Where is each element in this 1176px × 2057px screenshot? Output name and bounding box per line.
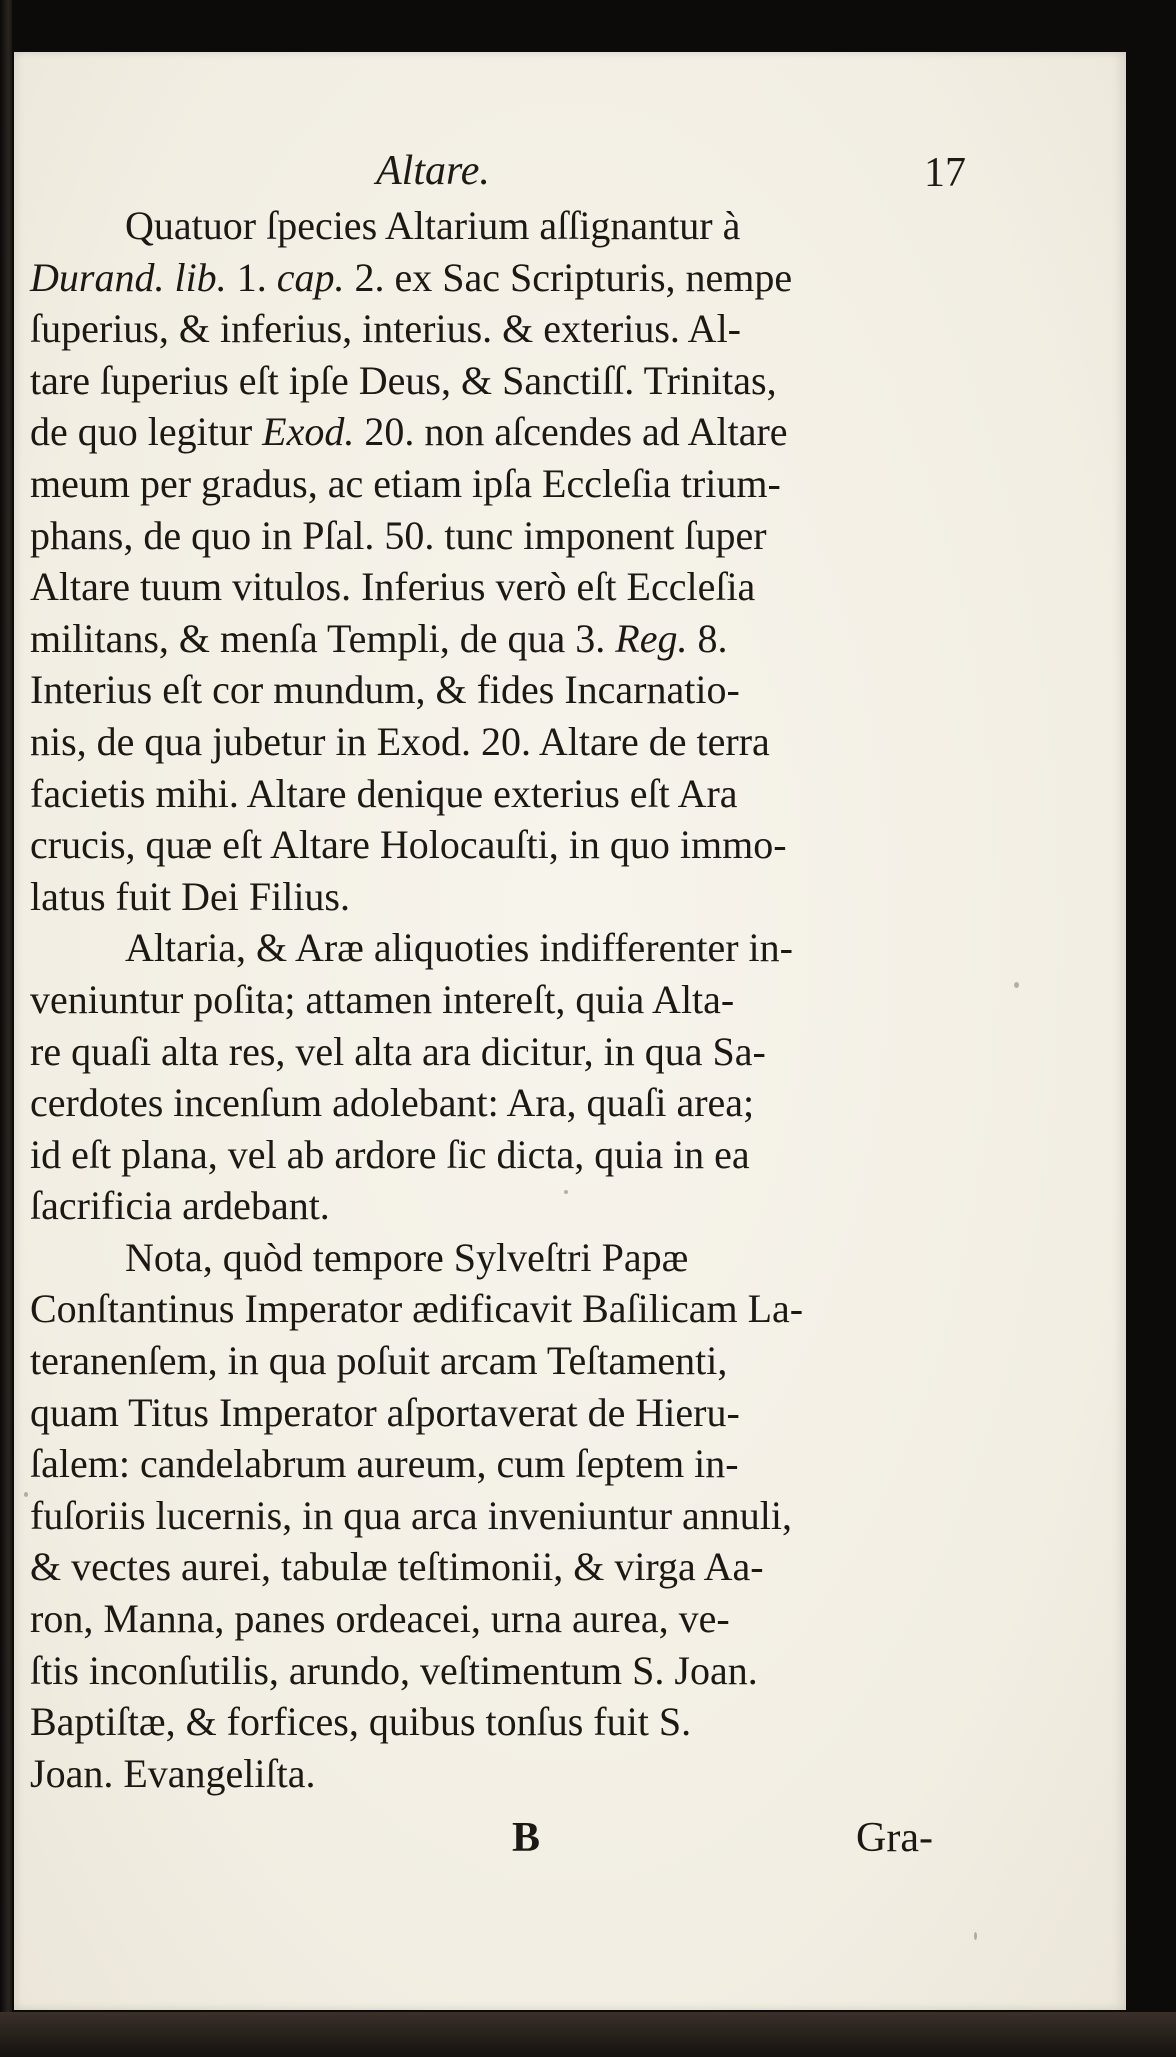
- page-footer: [14, 1814, 1126, 1874]
- citation-author: Durand. lib.: [30, 254, 227, 300]
- text-line: [30, 406, 965, 458]
- text-line: Nota, quòd tempore Sylveſtri Papæ: [125, 1234, 689, 1280]
- text-fragment: 20. non aſcendes ad Altare: [354, 409, 788, 455]
- text-line: ſalem: candelabrum aureum, cum ſeptem in-: [30, 1441, 739, 1487]
- text-line: Baptiſtæ, & forfices, quibus tonſus fuit S.: [30, 1699, 692, 1745]
- text-line: Joan. Evangeliſta.: [30, 1750, 316, 1796]
- paper-speck: [974, 1932, 977, 1940]
- book-page: [14, 52, 1126, 2010]
- text-line: tare ſuperius eſt ipſe Deus, & Sanctiſſ. Trinitas,: [30, 357, 777, 403]
- text-line: Altaria, & Aræ aliquoties indifferenter in-: [125, 925, 793, 971]
- text-fragment: de quo legitur: [30, 409, 263, 455]
- body-text: [30, 200, 965, 1799]
- paper-speck: [1014, 982, 1019, 988]
- text-fragment: 8.: [687, 615, 728, 661]
- text-line: quam Titus Imperator aſportaverat de Hieru-: [30, 1389, 740, 1435]
- citation-book: Exod.: [262, 409, 355, 455]
- paper-speck: [24, 1492, 28, 1497]
- text-line: re quaſi alta res, vel alta ara dicitur, in qua Sa-: [30, 1028, 766, 1074]
- page-number: 17: [924, 150, 966, 196]
- text-fragment: 1.: [226, 254, 277, 300]
- text-line: teranenſem, in qua poſuit arcam Teſtamenti,: [30, 1338, 728, 1384]
- text-line: ron, Manna, panes ordeacei, urna aurea, ve-: [30, 1596, 730, 1642]
- text-line: ſuperius, & inferius, interius. & exterius. Al-: [30, 306, 741, 352]
- signature-mark: B: [512, 1815, 541, 1861]
- citation-abbrev: cap.: [276, 254, 345, 300]
- paper-speck: [564, 1190, 568, 1194]
- text-line: ſtis inconſutilis, arundo, veſtimentum S. Joan.: [30, 1647, 758, 1693]
- book-bottom-edge: [0, 2012, 1176, 2057]
- paragraph-2: [30, 922, 965, 1232]
- text-line: [30, 252, 965, 304]
- text-line: fuſoriis lucernis, in qua arca inveniuntur annuli,: [30, 1492, 793, 1538]
- text-line: phans, de quo in Pſal. 50. tunc imponent ſuper: [30, 512, 767, 558]
- text-line: meum per gradus, ac etiam ipſa Eccleſia trium-: [30, 460, 781, 506]
- text-line: & vectes aurei, tabulæ teſtimonii, & virga Aa-: [30, 1544, 764, 1590]
- text-line: Altare tuum vitulos. Inferius verò eſt Eccleſia: [30, 564, 756, 610]
- text-line: latus fuit Dei Filius.: [30, 873, 350, 919]
- text-fragment: 2. ex Sac Scripturis, nempe: [344, 254, 793, 300]
- catchword: Gra-: [856, 1815, 933, 1861]
- text-line: veniuntur poſita; attamen intereſt, quia Alta-: [30, 976, 735, 1022]
- text-line: Quatuor ſpecies Altarium aſſignantur à: [125, 203, 741, 248]
- text-line: [30, 613, 965, 665]
- text-line: cerdotes incenſum adolebant: Ara, quaſi area;: [30, 1080, 755, 1126]
- text-line: crucis, quæ eſt Altare Holocauſti, in quo immo-: [30, 822, 787, 868]
- text-line: Conſtantinus Imperator ædificavit Baſilicam La-: [30, 1286, 804, 1332]
- paragraph-1: [30, 200, 965, 922]
- running-title: Altare.: [376, 148, 490, 194]
- text-line: id eſt plana, vel ab ardore ſic dicta, quia in ea: [30, 1131, 750, 1177]
- text-line: ſacrificia ardebant.: [30, 1183, 330, 1229]
- citation-book: Reg.: [615, 615, 688, 661]
- text-line: nis, de qua jubetur in Exod. 20. Altare de terra: [30, 718, 770, 764]
- book-spine-edge: [0, 0, 12, 2057]
- paragraph-3: [30, 1232, 965, 1800]
- text-line: facietis mihi. Altare denique exterius eſt Ara: [30, 770, 738, 816]
- text-fragment: militans, & menſa Templi, de qua 3.: [30, 615, 616, 661]
- page-header: [14, 147, 1126, 207]
- text-line: Interius eſt cor mundum, & fides Incarnatio-: [30, 667, 740, 713]
